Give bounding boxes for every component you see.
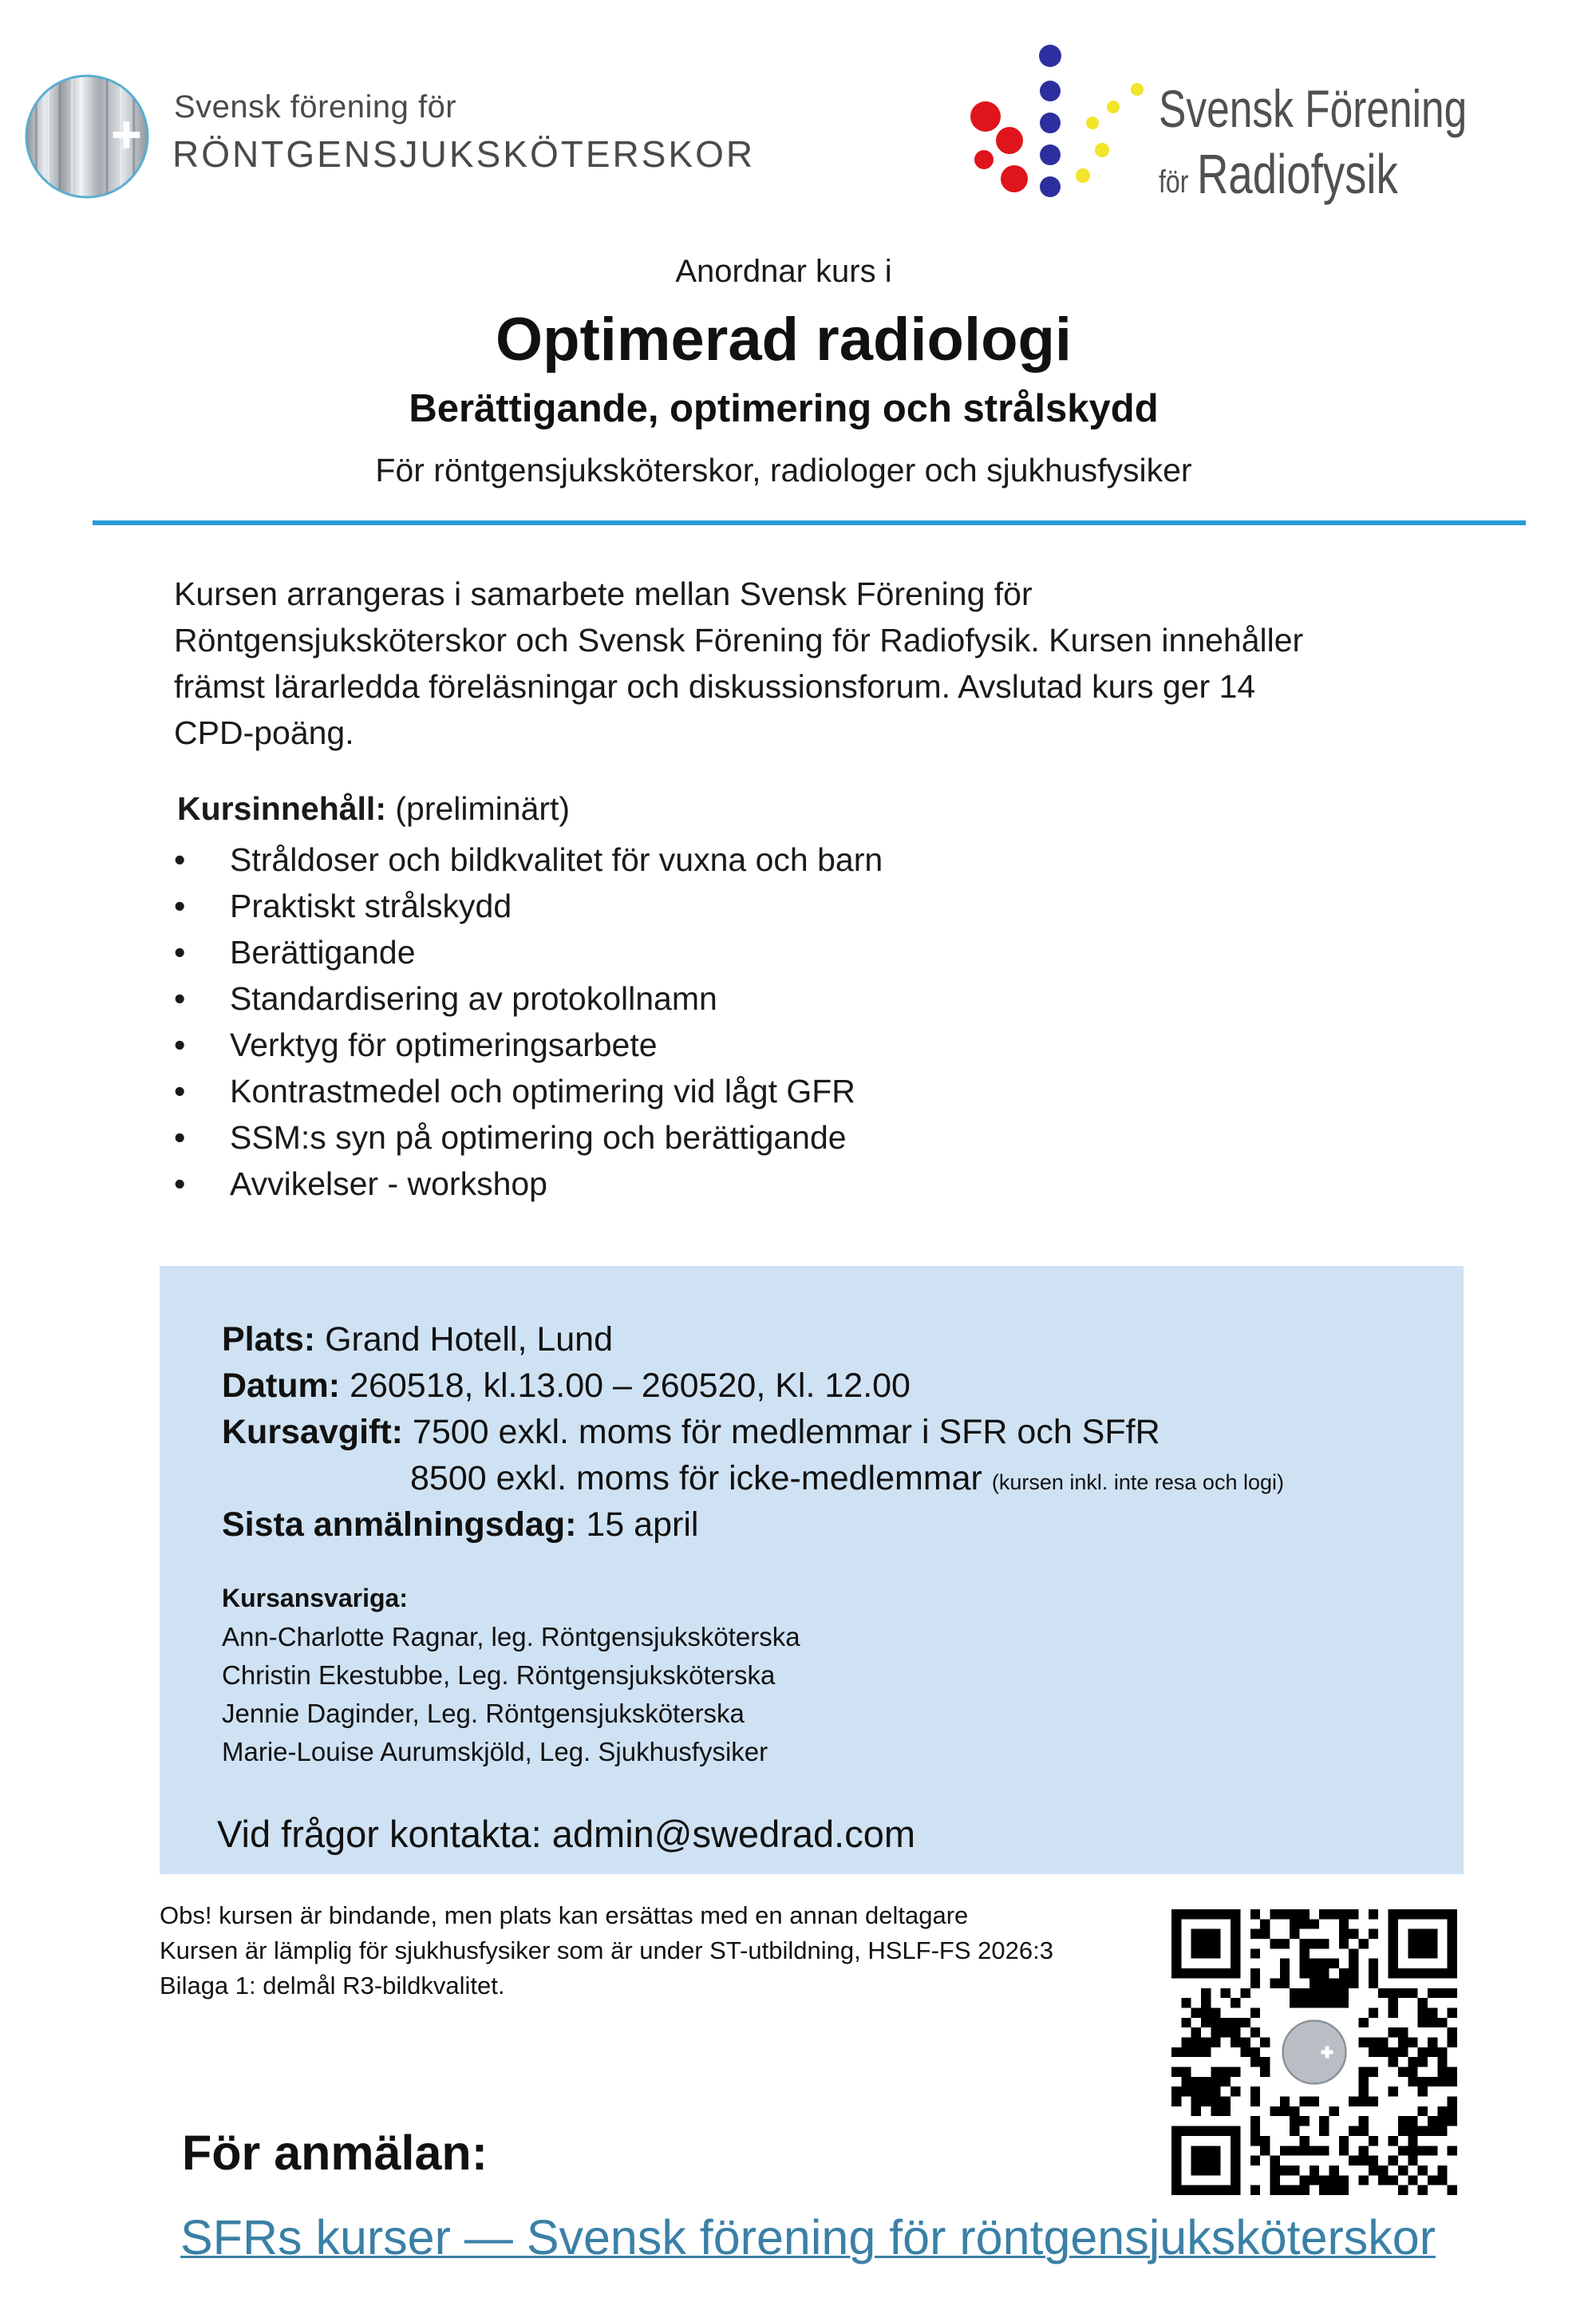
logo-dot [1040, 113, 1061, 133]
course-content-label: Kursinnehåll: [177, 790, 386, 827]
divider [93, 520, 1526, 525]
bullet-icon: • [174, 841, 186, 878]
list-item: • Avvikelser - workshop [174, 1161, 883, 1207]
sfr-logo-icon [24, 73, 150, 200]
note-line: Obs! kursen är bindande, men plats kan ersättas med en annan deltagare [160, 1901, 969, 1929]
bullet-icon: • [174, 888, 186, 924]
page-title: Optimerad radiologi [495, 306, 1073, 374]
info-date: Datum: 260518, kl.13.00 – 260520, Kl. 12.00 [222, 1367, 911, 1405]
page-subtitle: Berättigande, optimering och strålskydd [409, 387, 1159, 430]
bullet-icon: • [174, 980, 186, 1017]
logo-dot [996, 127, 1023, 154]
responsible-person: Ann-Charlotte Ragnar, leg. Röntgensjuksköterska [222, 1622, 800, 1651]
logo-dot [1001, 165, 1028, 192]
note-line: Bilaga 1: delmål R3-bildkvalitet. [160, 1972, 505, 1999]
logo-dot [1039, 45, 1061, 67]
sffr-logo-line2: Radiofysik [1197, 143, 1398, 205]
info-box [160, 1266, 1464, 1874]
course-content-list [174, 837, 883, 1207]
bullet-icon: • [174, 1119, 186, 1156]
info-fee-members: Kursavgift: 7500 exkl. moms för medlemmar i SFR och SFfR [222, 1413, 1160, 1451]
logo-dot [1131, 83, 1144, 96]
note-line: Kursen är lämplig för sjukhusfysiker som är under ST-utbildning, HSLF-FS 2026:3 [160, 1936, 1053, 1964]
contact-line: Vid frågor kontakta: admin@swedrad.com [217, 1813, 915, 1855]
sfr-logo-line1: Svensk förening för [174, 89, 457, 125]
sfr-logo-line2: RÖNTGENSJUKSKÖTERSKOR [172, 133, 756, 175]
info-place: Plats: Grand Hotell, Lund [222, 1320, 614, 1359]
course-content-heading [177, 790, 570, 828]
responsible-heading: Kursansvariga: [222, 1584, 408, 1612]
responsible-person: Jennie Daginder, Leg. Röntgensjuksköterska [222, 1699, 745, 1728]
logo-dot [970, 101, 1001, 132]
bullet-icon: • [174, 1073, 186, 1109]
info-deadline: Sista anmälningsdag: 15 april [222, 1505, 699, 1544]
info-fee-nonmembers: 8500 exkl. moms för icke-medlemmar (kursen inkl. inte resa och logi) [410, 1459, 1284, 1497]
logo-dot [1040, 81, 1061, 101]
bullet-icon: • [174, 1165, 186, 1202]
audience-line: För röntgensjuksköterskor, radiologer och sjukhusfysiker [375, 452, 1192, 488]
list-item: • Stråldoser och bildkvalitet för vuxna och barn [174, 837, 883, 883]
bullet-icon: • [174, 1026, 186, 1063]
registration-label: För anmälan: [182, 2126, 488, 2180]
intro-line: Anordnar kurs i [675, 254, 892, 289]
info-fee-note: (kursen inkl. inte resa och logi) [991, 1470, 1284, 1494]
sffr-logo-small: för [1159, 164, 1189, 200]
sffr-logo-dots-icon [970, 38, 1153, 198]
notes [160, 1898, 1165, 2003]
course-content-note: (preliminärt) [395, 790, 571, 827]
list-item: • Kontrastmedel och optimering vid lågt GFR [174, 1068, 883, 1114]
list-item: • Praktiskt strålskydd [174, 883, 883, 929]
responsible-person: Christin Ekestubbe, Leg. Röntgensjuksköterska [222, 1660, 776, 1690]
sffr-logo-line1: Svensk Förening [1159, 79, 1468, 138]
course-description: Kursen arrangeras i samarbete mellan Svensk Förening för Röntgensjuksköterskor och Svensk Förening för Radiofysik. Kursen innehåller främst lärarledda föreläsningar och diskussionsforum. Avslutad kurs ger 14 CPD-poäng. [174, 576, 1304, 751]
list-item: • Berättigande [174, 929, 883, 975]
logo-dot [1086, 117, 1099, 129]
list-item: • SSM:s syn på optimering och berättigande [174, 1114, 883, 1161]
list-item: • Verktyg för optimeringsarbete [174, 1022, 883, 1068]
logo-dot [1107, 101, 1120, 113]
logo-dot [1076, 168, 1090, 183]
logo-dot [1040, 176, 1061, 197]
logo-dot [1040, 144, 1061, 165]
registration-link[interactable]: SFRs kurser — Svensk förening för röntgensjuksköterskor [180, 2210, 1436, 2264]
bullet-icon: • [174, 934, 186, 971]
logo-dot [974, 150, 994, 169]
list-item: • Standardisering av protokollnamn [174, 975, 883, 1022]
responsible-person: Marie-Louise Aurumskjöld, Leg. Sjukhusfysiker [222, 1737, 768, 1766]
qr-code-icon[interactable] [1171, 1909, 1457, 2195]
logo-dot [1095, 143, 1109, 157]
